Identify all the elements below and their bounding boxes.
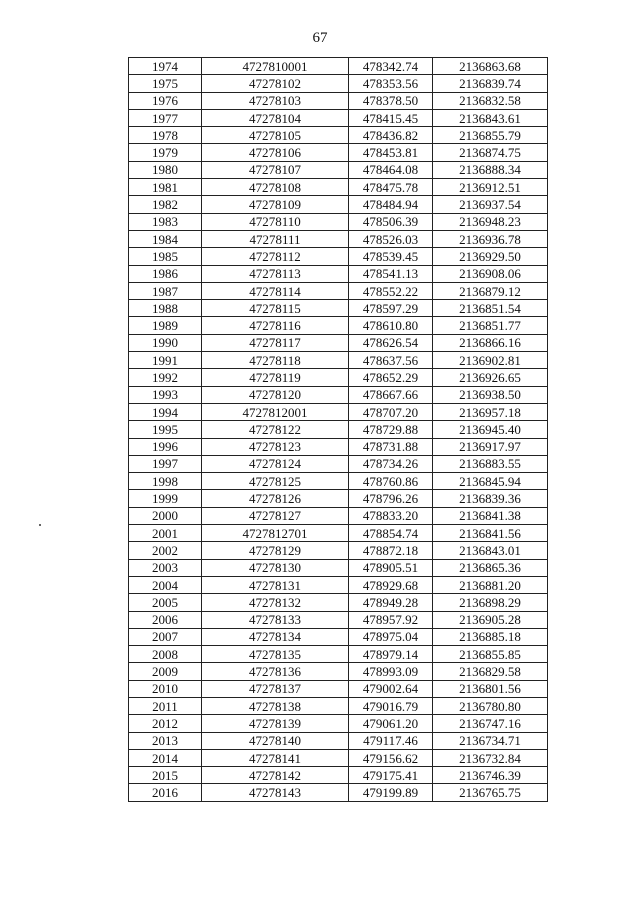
x-coordinate-cell: 478707.20: [349, 403, 433, 420]
table-row: [129, 611, 548, 628]
table-row: [129, 490, 548, 507]
y-coordinate-cell: 2136879.12: [433, 282, 548, 299]
code-cell: 47278102: [202, 75, 349, 92]
point-number-cell: 2005: [129, 594, 202, 611]
code-cell: 47278140: [202, 732, 349, 749]
point-number-cell: 2000: [129, 507, 202, 524]
y-coordinate-cell: 2136881.20: [433, 576, 548, 593]
x-coordinate-cell: 478905.51: [349, 559, 433, 576]
point-number-cell: 2013: [129, 732, 202, 749]
x-coordinate-cell: 479117.46: [349, 732, 433, 749]
y-coordinate-cell: 2136898.29: [433, 594, 548, 611]
point-number-cell: 2006: [129, 611, 202, 628]
table-row: [129, 749, 548, 766]
page-number: 67: [312, 30, 328, 46]
code-cell: 47278118: [202, 352, 349, 369]
table-row: [129, 58, 548, 75]
point-number-cell: 2016: [129, 784, 202, 801]
table-row: [129, 109, 548, 126]
y-coordinate-cell: 2136905.28: [433, 611, 548, 628]
code-cell: 47278124: [202, 455, 349, 472]
y-coordinate-cell: 2136801.56: [433, 680, 548, 697]
x-coordinate-cell: 478957.92: [349, 611, 433, 628]
x-coordinate-cell: 478552.22: [349, 282, 433, 299]
table-row: [129, 196, 548, 213]
code-cell: 47278114: [202, 282, 349, 299]
table-row: [129, 507, 548, 524]
x-coordinate-cell: 478979.14: [349, 646, 433, 663]
point-number-cell: 2015: [129, 767, 202, 784]
x-coordinate-cell: 479016.79: [349, 697, 433, 714]
table-row: [129, 282, 548, 299]
code-cell: 47278143: [202, 784, 349, 801]
point-number-cell: 1995: [129, 421, 202, 438]
y-coordinate-cell: 2136843.61: [433, 109, 548, 126]
y-coordinate-cell: 2136888.34: [433, 161, 548, 178]
code-cell: 47278125: [202, 473, 349, 490]
table-row: [129, 559, 548, 576]
table-row: [129, 697, 548, 714]
point-number-cell: 1980: [129, 161, 202, 178]
point-number-cell: 2003: [129, 559, 202, 576]
y-coordinate-cell: 2136929.50: [433, 248, 548, 265]
y-coordinate-cell: 2136865.36: [433, 559, 548, 576]
table-row: [129, 369, 548, 386]
x-coordinate-cell: 478415.45: [349, 109, 433, 126]
y-coordinate-cell: 2136926.65: [433, 369, 548, 386]
table-row: [129, 403, 548, 420]
y-coordinate-cell: 2136841.56: [433, 525, 548, 542]
point-number-cell: 1974: [129, 58, 202, 75]
point-number-cell: 1985: [129, 248, 202, 265]
code-cell: 47278105: [202, 127, 349, 144]
table-row: [129, 628, 548, 645]
table-row: [129, 386, 548, 403]
x-coordinate-cell: 479175.41: [349, 767, 433, 784]
y-coordinate-cell: 2136938.50: [433, 386, 548, 403]
code-cell: 47278139: [202, 715, 349, 732]
point-number-cell: 1987: [129, 282, 202, 299]
y-coordinate-cell: 2136732.84: [433, 749, 548, 766]
x-coordinate-cell: 478626.54: [349, 334, 433, 351]
x-coordinate-cell: 478436.82: [349, 127, 433, 144]
table-row: [129, 576, 548, 593]
x-coordinate-cell: 478975.04: [349, 628, 433, 645]
point-number-cell: 2009: [129, 663, 202, 680]
y-coordinate-cell: 2136843.01: [433, 542, 548, 559]
table-row: [129, 594, 548, 611]
code-cell: 47278111: [202, 230, 349, 247]
x-coordinate-cell: 478872.18: [349, 542, 433, 559]
code-cell: 47278141: [202, 749, 349, 766]
code-cell: 47278110: [202, 213, 349, 230]
table-row: [129, 767, 548, 784]
code-cell: 47278133: [202, 611, 349, 628]
coordinates-table: [128, 57, 548, 802]
point-number-cell: 1999: [129, 490, 202, 507]
x-coordinate-cell: 478378.50: [349, 92, 433, 109]
y-coordinate-cell: 2136851.77: [433, 317, 548, 334]
table-row: [129, 265, 548, 282]
point-number-cell: 1975: [129, 75, 202, 92]
code-cell: 47278132: [202, 594, 349, 611]
y-coordinate-cell: 2136839.74: [433, 75, 548, 92]
code-cell: 47278129: [202, 542, 349, 559]
point-number-cell: 1983: [129, 213, 202, 230]
point-number-cell: 1994: [129, 403, 202, 420]
code-cell: 47278107: [202, 161, 349, 178]
table-row: [129, 663, 548, 680]
point-number-cell: 1996: [129, 438, 202, 455]
y-coordinate-cell: 2136746.39: [433, 767, 548, 784]
code-cell: 47278135: [202, 646, 349, 663]
point-number-cell: 2010: [129, 680, 202, 697]
y-coordinate-cell: 2136832.58: [433, 92, 548, 109]
x-coordinate-cell: 478453.81: [349, 144, 433, 161]
point-number-cell: 2012: [129, 715, 202, 732]
table-row: [129, 161, 548, 178]
x-coordinate-cell: 478526.03: [349, 230, 433, 247]
point-number-cell: 1988: [129, 300, 202, 317]
table-row: [129, 732, 548, 749]
table-row: [129, 473, 548, 490]
table-row: [129, 525, 548, 542]
x-coordinate-cell: 478667.66: [349, 386, 433, 403]
code-cell: 47278130: [202, 559, 349, 576]
y-coordinate-cell: 2136747.16: [433, 715, 548, 732]
code-cell: 4727812001: [202, 403, 349, 420]
point-number-cell: 1998: [129, 473, 202, 490]
y-coordinate-cell: 2136866.16: [433, 334, 548, 351]
table-row: [129, 179, 548, 196]
point-number-cell: 1992: [129, 369, 202, 386]
x-coordinate-cell: 478833.20: [349, 507, 433, 524]
point-number-cell: 1991: [129, 352, 202, 369]
table-row: [129, 680, 548, 697]
code-cell: 47278117: [202, 334, 349, 351]
point-number-cell: 2011: [129, 697, 202, 714]
point-number-cell: 1977: [129, 109, 202, 126]
code-cell: 47278131: [202, 576, 349, 593]
point-number-cell: 1976: [129, 92, 202, 109]
point-number-cell: 1984: [129, 230, 202, 247]
y-coordinate-cell: 2136902.81: [433, 352, 548, 369]
table-row: [129, 92, 548, 109]
y-coordinate-cell: 2136936.78: [433, 230, 548, 247]
table-row: [129, 438, 548, 455]
code-cell: 47278108: [202, 179, 349, 196]
x-coordinate-cell: 478854.74: [349, 525, 433, 542]
y-coordinate-cell: 2136855.85: [433, 646, 548, 663]
point-number-cell: 1982: [129, 196, 202, 213]
y-coordinate-cell: 2136948.23: [433, 213, 548, 230]
x-coordinate-cell: 478734.26: [349, 455, 433, 472]
code-cell: 47278127: [202, 507, 349, 524]
table-row: [129, 421, 548, 438]
x-coordinate-cell: 478949.28: [349, 594, 433, 611]
y-coordinate-cell: 2136829.58: [433, 663, 548, 680]
x-coordinate-cell: 478929.68: [349, 576, 433, 593]
code-cell: 47278116: [202, 317, 349, 334]
table-row: [129, 300, 548, 317]
y-coordinate-cell: 2136945.40: [433, 421, 548, 438]
code-cell: 47278112: [202, 248, 349, 265]
table-row: [129, 715, 548, 732]
x-coordinate-cell: 478464.08: [349, 161, 433, 178]
code-cell: 47278134: [202, 628, 349, 645]
code-cell: 47278138: [202, 697, 349, 714]
y-coordinate-cell: 2136874.75: [433, 144, 548, 161]
y-coordinate-cell: 2136885.18: [433, 628, 548, 645]
y-coordinate-cell: 2136841.38: [433, 507, 548, 524]
code-cell: 47278104: [202, 109, 349, 126]
table-row: [129, 334, 548, 351]
code-cell: 4727810001: [202, 58, 349, 75]
y-coordinate-cell: 2136912.51: [433, 179, 548, 196]
point-number-cell: 1997: [129, 455, 202, 472]
code-cell: 47278142: [202, 767, 349, 784]
point-number-cell: 1978: [129, 127, 202, 144]
table-row: [129, 127, 548, 144]
x-coordinate-cell: 478539.45: [349, 248, 433, 265]
point-number-cell: 1990: [129, 334, 202, 351]
y-coordinate-cell: 2136851.54: [433, 300, 548, 317]
table-row: [129, 352, 548, 369]
table-row: [129, 542, 548, 559]
point-number-cell: 2001: [129, 525, 202, 542]
code-cell: 47278123: [202, 438, 349, 455]
table-row: [129, 455, 548, 472]
point-number-cell: 2007: [129, 628, 202, 645]
table-row: [129, 213, 548, 230]
y-coordinate-cell: 2136863.68: [433, 58, 548, 75]
y-coordinate-cell: 2136917.97: [433, 438, 548, 455]
point-number-cell: 1979: [129, 144, 202, 161]
y-coordinate-cell: 2136908.06: [433, 265, 548, 282]
x-coordinate-cell: 479199.89: [349, 784, 433, 801]
code-cell: 47278109: [202, 196, 349, 213]
table-row: [129, 75, 548, 92]
code-cell: 4727812701: [202, 525, 349, 542]
x-coordinate-cell: 478796.26: [349, 490, 433, 507]
y-coordinate-cell: 2136845.94: [433, 473, 548, 490]
code-cell: 47278120: [202, 386, 349, 403]
x-coordinate-cell: 478993.09: [349, 663, 433, 680]
y-coordinate-cell: 2136855.79: [433, 127, 548, 144]
table-row: [129, 230, 548, 247]
y-coordinate-cell: 2136937.54: [433, 196, 548, 213]
y-coordinate-cell: 2136780.80: [433, 697, 548, 714]
table-row: [129, 317, 548, 334]
x-coordinate-cell: 478475.78: [349, 179, 433, 196]
point-number-cell: 2014: [129, 749, 202, 766]
code-cell: 47278126: [202, 490, 349, 507]
code-cell: 47278137: [202, 680, 349, 697]
x-coordinate-cell: 479061.20: [349, 715, 433, 732]
code-cell: 47278106: [202, 144, 349, 161]
x-coordinate-cell: 478506.39: [349, 213, 433, 230]
table-row: [129, 784, 548, 801]
code-cell: 47278119: [202, 369, 349, 386]
code-cell: 47278103: [202, 92, 349, 109]
point-number-cell: 2008: [129, 646, 202, 663]
point-number-cell: 1989: [129, 317, 202, 334]
coordinates-table-body: [129, 58, 548, 802]
x-coordinate-cell: 478652.29: [349, 369, 433, 386]
x-coordinate-cell: 478610.80: [349, 317, 433, 334]
table-row: [129, 248, 548, 265]
point-number-cell: 1993: [129, 386, 202, 403]
x-coordinate-cell: 478760.86: [349, 473, 433, 490]
y-coordinate-cell: 2136839.36: [433, 490, 548, 507]
x-coordinate-cell: 478597.29: [349, 300, 433, 317]
x-coordinate-cell: 479002.64: [349, 680, 433, 697]
point-number-cell: 2002: [129, 542, 202, 559]
code-cell: 47278122: [202, 421, 349, 438]
x-coordinate-cell: 478541.13: [349, 265, 433, 282]
code-cell: 47278113: [202, 265, 349, 282]
point-number-cell: 2004: [129, 576, 202, 593]
y-coordinate-cell: 2136765.75: [433, 784, 548, 801]
y-coordinate-cell: 2136957.18: [433, 403, 548, 420]
table-row: [129, 144, 548, 161]
margin-mark: [39, 524, 41, 526]
x-coordinate-cell: 478731.88: [349, 438, 433, 455]
x-coordinate-cell: 478353.56: [349, 75, 433, 92]
x-coordinate-cell: 478729.88: [349, 421, 433, 438]
code-cell: 47278136: [202, 663, 349, 680]
x-coordinate-cell: 478342.74: [349, 58, 433, 75]
x-coordinate-cell: 479156.62: [349, 749, 433, 766]
y-coordinate-cell: 2136734.71: [433, 732, 548, 749]
code-cell: 47278115: [202, 300, 349, 317]
point-number-cell: 1986: [129, 265, 202, 282]
table-row: [129, 646, 548, 663]
x-coordinate-cell: 478637.56: [349, 352, 433, 369]
point-number-cell: 1981: [129, 179, 202, 196]
x-coordinate-cell: 478484.94: [349, 196, 433, 213]
y-coordinate-cell: 2136883.55: [433, 455, 548, 472]
